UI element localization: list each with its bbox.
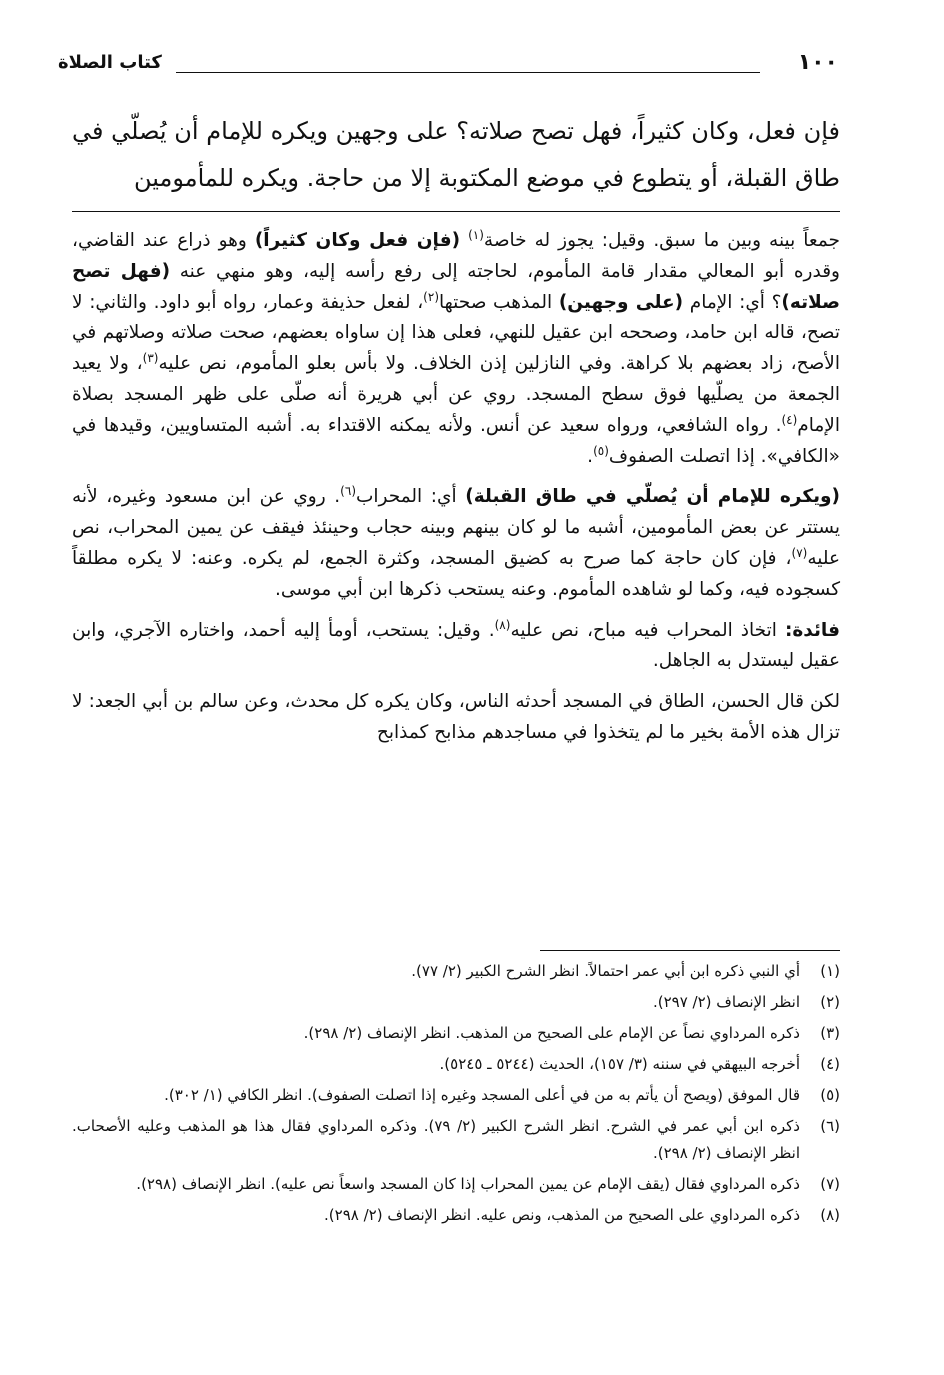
footnote-text: ذكره ابن أبي عمر في الشرح. انظر الشرح الكبير (٢/ ٧٩). وذكره المرداوي فقال هذا هو المذهب وعليه الأصحاب. انظر الإنصاف (٢/ ٢٩٨).: [72, 1117, 800, 1162]
commentary-text: . روي عن ابن مسعود وغيره، لأنه يستتر عن بعض المأمومين، أشبه ما لو كان بينهم وبينه حجاب وحينئذ فيقف عن يمين المحراب، نص عليه: [72, 486, 840, 569]
footnote: [72, 1082, 840, 1109]
commentary-text: وهو ذراع عند القاضي، وقدره أبو المعالي مقدار قامة المأموم، لحاجته إلى رفع رأسه إليه، وهو منهي عنه: [72, 230, 840, 282]
page-header: [58, 50, 838, 84]
matn-paragraph: فإن فعل، وكان كثيراً، فهل تصح صلاته؟ على وجهين ويكره للإمام أن يُصلّي في طاق القبلة، أو يتطوع في موضع المكتوبة إلا من حاجة. ويكره للمأمومين: [72, 117, 840, 192]
quoted-matn: (فهل تصح صلاته): [72, 260, 840, 313]
footnote-text: أخرجه البيهقي في سننه (٣/ ١٥٧)، الحديث (٥٢٤٤ ـ ٥٢٤٥).: [439, 1055, 800, 1073]
header-rule: [176, 72, 760, 73]
footnote-number: (٨): [820, 1206, 840, 1224]
footnote-ref: (١): [468, 227, 484, 242]
footnote-ref: (٣): [142, 351, 159, 366]
commentary-text: لكن قال الحسن، الطاق في المسجد أحدثه الناس، وكان يكره كل محدث، وعن سالم بن أبي الجعد: لا تزال هذه الأمة بخير ما لم يتخذوا في مساجدهم مذابح كمذابح: [72, 691, 840, 743]
commentary-text: ، لفعل حذيفة وعمار، رواه أبو داود. والثاني: لا تصح، قاله ابن حامد، وصححه ابن عقيل للنهي، فعلى هذا إن ساواه بعضهم، صحت صلاته وصلاتهم في الأصح، زاد بعضهم بلا كراهة. وفي النازلين إذن الخلاف. ولا بأس بعلو المأموم، نص عليه: [72, 291, 840, 375]
matn-divider: [72, 211, 840, 212]
footnote-divider: [540, 950, 840, 951]
commentary: [72, 226, 840, 759]
quoted-matn: (ويكره للإمام أن يُصلّي في طاق القبلة): [465, 486, 840, 508]
footnote: [72, 1051, 840, 1078]
commentary-paragraph-1: [72, 226, 840, 472]
footnote-number: (٦): [820, 1117, 840, 1135]
footnote: [72, 1113, 840, 1167]
commentary-paragraph-4: [72, 687, 840, 749]
benefit-label: فائدة:: [784, 619, 840, 641]
commentary-text: ، ولا يعيد الجمعة من يصلّيها فوق سطح المسجد. روي عن أبي هريرة أنه صلّى على ظهر المسجد بصلاة الإمام: [72, 353, 840, 436]
quoted-matn: (على وجهين): [558, 291, 684, 313]
footnote: [72, 1020, 840, 1047]
commentary-paragraph-2: [72, 482, 840, 605]
footnote-ref: (٨): [494, 617, 511, 632]
footnote-number: (١): [820, 962, 840, 980]
commentary-text: المذهب صحتها: [439, 291, 553, 313]
footnote-text: قال الموفق (ويصح أن يأتم به من في أعلى المسجد وغيره إذا اتصلت الصفوف). انظر الكافي (١/ ٣٠٢).: [164, 1086, 800, 1104]
footnote-number: (٣): [820, 1024, 840, 1042]
commentary-paragraph-3: [72, 616, 840, 678]
page-number: ١٠٠: [797, 50, 838, 75]
footnote-ref: (٧): [791, 545, 808, 560]
commentary-text: . وقيل: يستحب، أومأ إليه أحمد، واختاره الآجري، وابن عقيل ليستدل به الجاهل.: [72, 619, 840, 672]
commentary-text: . رواه الشافعي، ورواه سعيد عن أنس. ولأنه يمكنه الاقتداء به. أشبه المتساويين، وقيدها في «الكافي». إذا اتصلت الصفوف: [72, 414, 840, 467]
book-title: كتاب الصلاة: [58, 52, 162, 73]
commentary-text: ، فإن كان حاجة كما صرح به كضيق المسجد، وكثرة الجمع، لم يكره. وعنه: لا يكره مطلقاً كسجوده فيه، وكما لو شاهده المأموم. وعنه يستحب ذكرها ابن أبي موسى.: [72, 547, 840, 600]
footnote-number: (٢): [820, 993, 840, 1011]
main-text: [72, 108, 840, 202]
commentary-text: جمعاً بينه وبين ما سبق. وقيل: يجوز له خاصة: [483, 230, 840, 251]
footnote-ref: (٦): [340, 484, 356, 499]
footnote-ref: (٤): [781, 412, 798, 427]
footnote: [72, 958, 840, 985]
quoted-matn: (فإن فعل وكان كثيراً): [254, 230, 461, 251]
footnote-text: أي النبي ذكره ابن أبي عمر احتمالاً. انظر الشرح الكبير (٢/ ٧٧).: [411, 962, 800, 980]
footnote-number: (٥): [820, 1086, 840, 1104]
commentary-text: ؟ أي: الإمام: [689, 291, 782, 313]
footnotes: [72, 958, 840, 1233]
footnote-number: (٤): [820, 1055, 840, 1073]
commentary-text: .: [587, 445, 594, 467]
footnote-text: انظر الإنصاف (٢/ ٢٩٧).: [652, 993, 800, 1011]
footnote: [72, 1171, 840, 1198]
commentary-text: أي: المحراب: [356, 486, 457, 508]
footnote-text: ذكره المرداوي فقال (يقف الإمام عن يمين المحراب إذا كان المسجد واسعاً نص عليه). انظر الإنصاف (٢٩٨).: [136, 1175, 800, 1193]
footnote-ref: (٥): [593, 443, 609, 458]
footnote: [72, 989, 840, 1016]
footnote-text: ذكره المرداوي نصاً عن الإمام على الصحيح من المذهب. انظر الإنصاف (٢/ ٢٩٨).: [303, 1024, 800, 1042]
footnote-number: (٧): [820, 1175, 840, 1193]
footnote-ref: (٢): [423, 289, 439, 304]
commentary-text: اتخاذ المحراب فيه مباح، نص عليه: [510, 619, 777, 641]
footnote-text: ذكره المرداوي على الصحيح من المذهب، ونص عليه. انظر الإنصاف (٢/ ٢٩٨).: [324, 1206, 800, 1224]
footnote: [72, 1202, 840, 1229]
